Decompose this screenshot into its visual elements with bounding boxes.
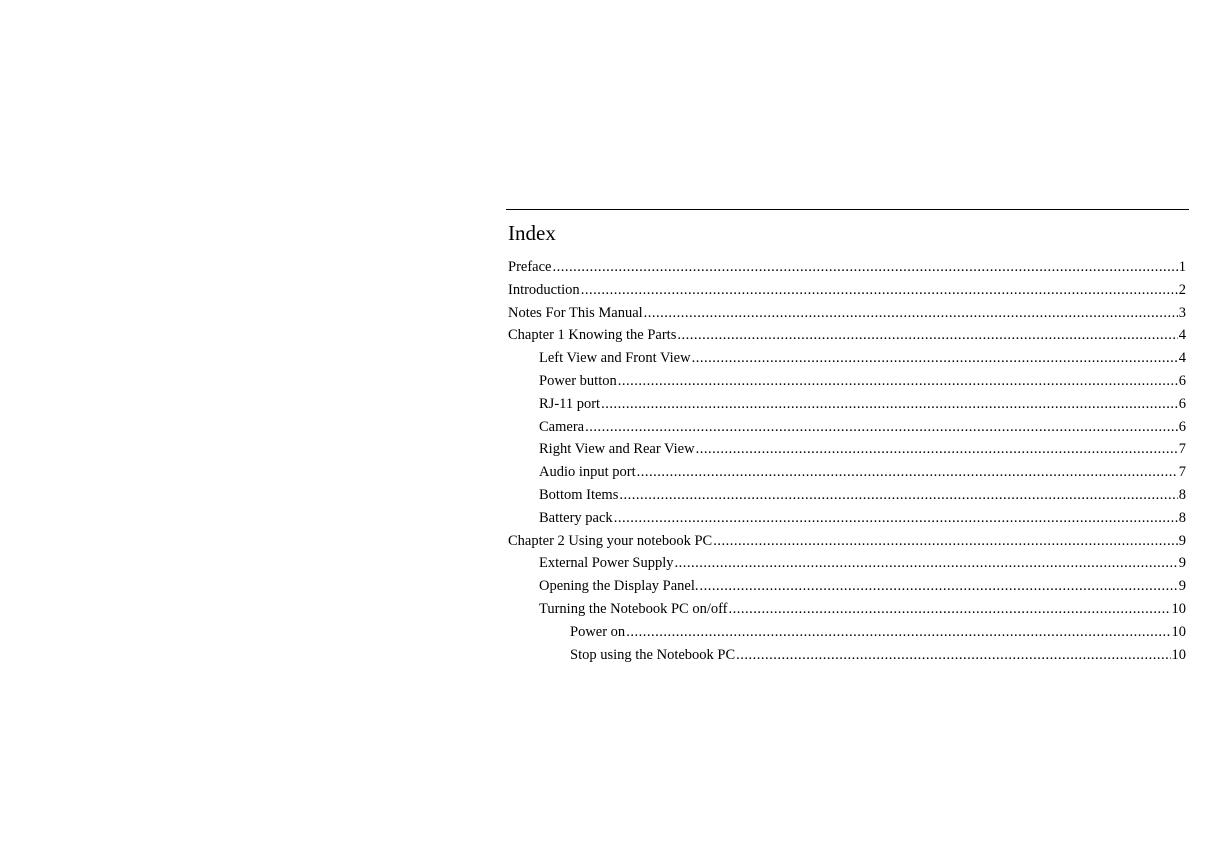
toc-entry-title: Notes For This Manual <box>508 304 643 321</box>
toc-dot-leader <box>637 461 1178 484</box>
toc-entry[interactable] <box>508 575 1186 598</box>
toc-entry-title: Turning the Notebook PC on/off <box>539 600 728 617</box>
toc-entry[interactable] <box>508 530 1186 553</box>
toc-dot-leader <box>729 598 1171 621</box>
toc-entry[interactable] <box>508 347 1186 370</box>
toc-dot-leader <box>699 575 1177 598</box>
toc-entry[interactable] <box>508 256 1186 279</box>
toc-entry[interactable] <box>508 370 1186 393</box>
toc-entry[interactable] <box>508 484 1186 507</box>
toc-entry-page-number: 6 <box>1178 372 1186 389</box>
toc-entry-page-number: 2 <box>1178 281 1186 298</box>
toc-entry[interactable] <box>508 644 1186 667</box>
toc-entry-page-number: 1 <box>1178 259 1186 275</box>
toc-dot-leader <box>644 302 1178 325</box>
toc-dot-leader <box>713 530 1178 553</box>
toc-entry[interactable] <box>508 438 1186 461</box>
toc-entry-title: Introduction <box>508 281 580 298</box>
toc-entry-page-number: 9 <box>1178 555 1186 572</box>
toc-entry-title: Opening the Display Panel. <box>539 578 699 595</box>
toc-dot-leader <box>601 393 1178 416</box>
toc-entry-page-number: 9 <box>1178 578 1186 595</box>
toc-entry-page-number: 6 <box>1178 418 1186 435</box>
toc-dot-leader <box>585 416 1178 439</box>
toc-entry-title: RJ-11 port <box>539 395 601 412</box>
toc-entry-title: External Power Supply <box>539 555 674 572</box>
toc-entry-title: Stop using the Notebook PC <box>570 646 736 663</box>
toc-entry-page-number: 8 <box>1178 509 1186 526</box>
toc-dot-leader <box>626 621 1170 644</box>
toc-dot-leader <box>552 256 1177 279</box>
toc-dot-leader <box>581 279 1178 302</box>
toc-entry[interactable] <box>508 302 1186 325</box>
toc-entry-title: Camera <box>539 418 585 435</box>
toc-entry-page-number: 3 <box>1178 304 1186 321</box>
toc-entry-title: Chapter 2 Using your notebook PC <box>508 532 713 549</box>
toc-entry-page-number: 7 <box>1178 464 1186 481</box>
toc-entry-title: Left View and Front View <box>539 350 691 367</box>
toc-dot-leader <box>677 324 1177 347</box>
toc-entry[interactable] <box>508 416 1186 439</box>
toc-entry[interactable] <box>508 279 1186 302</box>
toc-entry[interactable] <box>508 621 1186 644</box>
toc-entry-page-number: 10 <box>1171 623 1186 640</box>
toc-entry[interactable] <box>508 552 1186 575</box>
toc-entry[interactable] <box>508 598 1186 621</box>
toc-entry-title: Chapter 1 Knowing the Parts <box>508 327 677 344</box>
toc-entry-title: Power button <box>539 372 617 389</box>
table-of-contents <box>508 256 1186 666</box>
toc-dot-leader <box>696 438 1178 461</box>
toc-entry-title: Battery pack <box>539 509 613 526</box>
toc-dot-leader <box>675 552 1178 575</box>
toc-entry-page-number: 7 <box>1178 441 1186 458</box>
toc-entry-title: Preface <box>508 259 552 275</box>
toc-entry-title: Power on <box>570 623 626 640</box>
toc-entry-page-number: 4 <box>1178 327 1186 344</box>
toc-entry-title: Audio input port <box>539 464 636 481</box>
toc-dot-leader <box>619 484 1177 507</box>
toc-entry-title: Bottom Items <box>539 486 619 503</box>
toc-entry[interactable] <box>508 461 1186 484</box>
toc-entry[interactable] <box>508 393 1186 416</box>
toc-entry-title: Right View and Rear View <box>539 441 695 458</box>
toc-entry-page-number: 10 <box>1171 646 1186 663</box>
toc-dot-leader <box>618 370 1178 393</box>
toc-entry[interactable] <box>508 324 1186 347</box>
index-heading: Index <box>508 221 556 245</box>
toc-dot-leader <box>614 507 1178 530</box>
toc-entry-page-number: 8 <box>1178 486 1186 503</box>
toc-entry-page-number: 10 <box>1171 600 1186 617</box>
toc-entry-page-number: 9 <box>1178 532 1186 549</box>
toc-entry-page-number: 4 <box>1178 350 1186 367</box>
header-rule <box>506 209 1189 210</box>
toc-dot-leader <box>692 347 1178 370</box>
toc-entry-page-number: 6 <box>1178 395 1186 412</box>
toc-dot-leader <box>736 644 1170 667</box>
toc-entry[interactable] <box>508 507 1186 530</box>
